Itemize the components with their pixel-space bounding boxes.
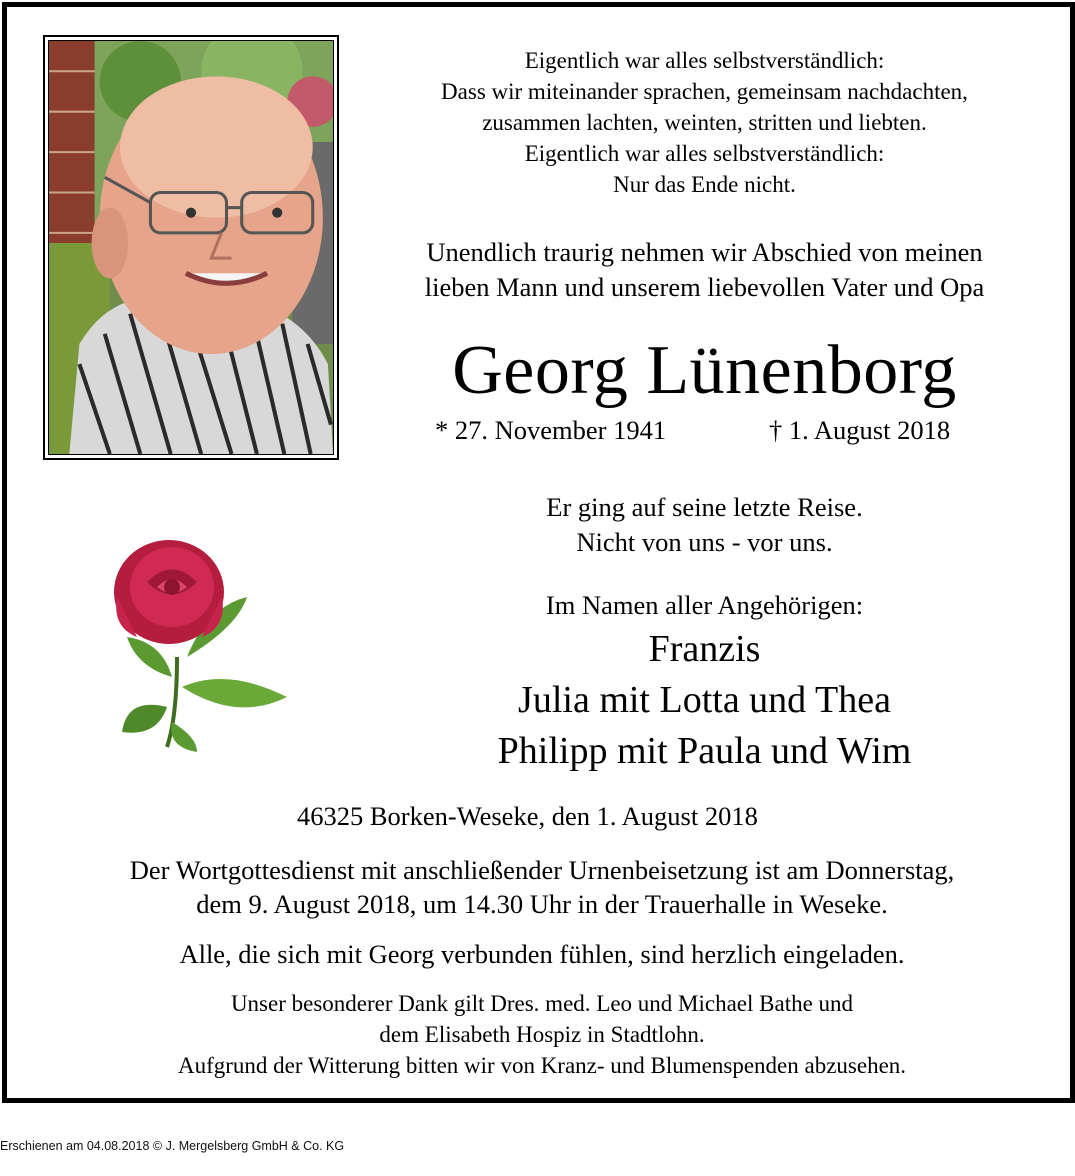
farewell-intro — [362, 235, 1047, 305]
service-line: Der Wortgottesdienst mit anschließender Urnenbeisetzung ist am Donnerstag, — [129, 855, 955, 885]
poem — [362, 45, 1047, 200]
portrait-photo-frame — [43, 35, 339, 460]
journey-line: Nicht von uns - vor uns. — [576, 527, 833, 557]
service-info — [37, 853, 1047, 921]
portrait-photo — [48, 40, 334, 455]
journey-quote — [362, 490, 1047, 560]
service-line: dem 9. August 2018, um 14.30 Uhr in der Trauerhalle in Weseke. — [196, 889, 888, 919]
thanks-note — [37, 988, 1047, 1081]
poem-line: Dass wir miteinander sprachen, gemeinsam nachdachten, — [441, 79, 968, 104]
thanks-line: Aufgrund der Witterung bitten wir von Kranz- und Blumenspenden abzusehen. — [177, 1053, 907, 1078]
thanks-line: Unser besonderer Dank gilt Dres. med. Leo und Michael Bathe und — [230, 991, 854, 1016]
farewell-intro-line: Unendlich traurig nehmen wir Abschied von meinen — [426, 237, 983, 267]
mourners-intro: Im Namen aller Angehörigen: — [545, 590, 864, 620]
death-date: † 1. August 2018 — [769, 415, 951, 445]
poem-line: zusammen lachten, weinten, stritten und liebten. — [482, 110, 927, 135]
birth-date: * 27. November 1941 — [435, 415, 667, 445]
farewell-intro-line: lieben Mann und unserem liebevollen Vater und Opa — [424, 272, 985, 302]
mourner-name: Julia mit Lotta und Thea — [518, 679, 891, 721]
poem-line: Eigentlich war alles selbstverständlich: — [524, 141, 885, 166]
obituary-frame — [2, 2, 1075, 1103]
invitation: Alle, die sich mit Georg verbunden fühlen, sind herzlich eingeladen. — [179, 939, 905, 969]
rose-illustration — [107, 537, 307, 752]
poem-line: Nur das Ende nicht. — [613, 172, 796, 197]
journey-line: Er ging auf seine letzte Reise. — [546, 492, 863, 522]
mourner-name: Philipp mit Paula und Wim — [497, 730, 912, 772]
publication-footer: Erschienen am 04.08.2018 © J. Mergelsberg GmbH & Co. KG — [0, 1139, 345, 1153]
mourners-list — [362, 624, 1047, 777]
poem-line: Eigentlich war alles selbstverständlich: — [524, 48, 885, 73]
deceased-name: Georg Lünenborg — [452, 332, 957, 409]
place-and-date: 46325 Borken-Weseke, den 1. August 2018 — [297, 801, 758, 831]
thanks-line: dem Elisabeth Hospiz in Stadtlohn. — [379, 1022, 705, 1047]
mourner-name: Franzis — [648, 628, 761, 670]
